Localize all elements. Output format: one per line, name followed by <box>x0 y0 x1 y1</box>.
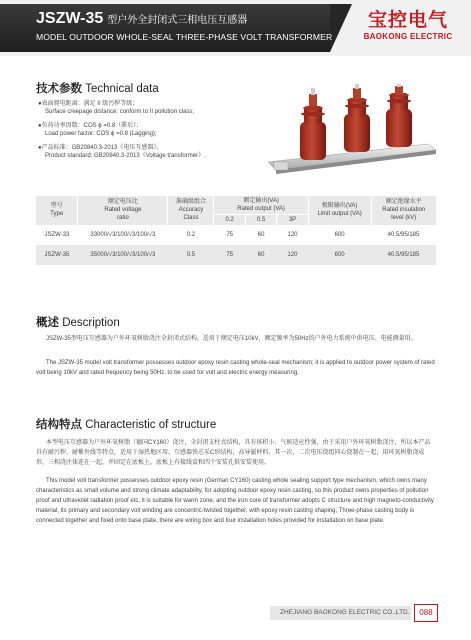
description-title-en: Description <box>62 317 120 329</box>
header-out-en: Rated output (VA) <box>237 206 285 212</box>
cell-type: JSZW-33 <box>44 232 70 239</box>
header-out-02: 0.2 <box>214 215 245 226</box>
product-image <box>260 84 440 184</box>
company-name: ZHEJIANG BAOKONG ELECTRIC CO.,LTD. <box>280 609 410 616</box>
structure-en: This model volt transformer possesses outdoor epoxy resin (German CY160) casting whole sealing support type mechanism, which owns many characteristics as small volume and strong climate adaptability, for adopting outdoor epoxy resin casting, so this product owns properties of pollution proof and ultraviolet radiation proof etc, it is suitable for warm zone, and the iron core of transformer adopts C structure and high magneto-conductivity material, its primary and secondary volt winding are concentric-twisted together, with epoxy resin casting shaping; Three-phase casting body is connected together and fixed onto base plate, there are wiring box and four installation holes provided for installation on base plate. <box>36 478 434 524</box>
bullet-cn: ●产品标准：GB20840.3-2013《电压互感器》。 <box>38 145 163 151</box>
cell-ratio: 35000/√3/100/√3/100/√3 <box>78 245 168 265</box>
header-type-cn: 型号 <box>50 203 63 210</box>
bullet-item <box>38 122 248 138</box>
cell-out-3p: 120 <box>277 245 308 265</box>
header-acc-en2: Class <box>183 215 199 222</box>
header-ins-cn: 额定绝缘水平 <box>385 199 422 206</box>
spec-table <box>36 196 436 265</box>
wiring-box <box>274 162 288 170</box>
table-row <box>36 245 436 265</box>
brand-name-en: BAOKONG ELECTRIC <box>363 32 453 41</box>
header-ins-en2: level (kV) <box>391 215 417 222</box>
cell-accuracy: 0.2 <box>186 232 196 239</box>
product-subtitle: MODEL OUTDOOR WHOLE-SEAL THREE-PHASE VOLT TRANSFORMER <box>36 32 333 42</box>
product-title-cn: 型户外全封闭式三相电压互感器 <box>107 15 248 26</box>
header-limit-cn: 极限输出(VA) <box>321 203 358 210</box>
bullet-item <box>38 100 248 116</box>
insulator-phase-b <box>344 84 370 152</box>
header-acc-en1: Accuracy <box>178 207 204 214</box>
cell-type: JSZW-35 <box>36 245 78 265</box>
insulator-phase-a <box>300 88 326 160</box>
bullet-cn: ●表面爬电距离：满足 II 级污秽等级； <box>38 101 139 107</box>
page-number: 088 <box>414 604 438 622</box>
bullet-en: Surface creepage distance: conform to II pollution class; <box>45 109 195 115</box>
description-section-title <box>36 314 120 330</box>
header-ratio-en2: ratio <box>117 215 129 222</box>
page-header <box>0 0 471 56</box>
header-acc-cn: 准确级组合 <box>175 199 206 206</box>
cell-out-02: 75 <box>226 232 234 238</box>
header-ratio-en1: Rated voltage <box>104 207 142 214</box>
cell-out-05: 60 <box>257 232 265 238</box>
tech-section-title <box>36 80 159 96</box>
header-out-3p: 3P <box>277 215 308 226</box>
header-insulation <box>371 196 436 225</box>
description-cn: JSZW-35型电压互感器为户外环氧树脂浇注全封闭式结构，适用于额定电压10kV，额定频率为50Hz的户外电力系统中供电压、电能测量用。 <box>46 336 417 342</box>
header-limit <box>308 196 371 225</box>
header-limit-en: Limit output (VA) <box>317 211 362 218</box>
header-ratio <box>78 196 168 225</box>
cell-ratio: 33000/√3/100/√3/100/√3 <box>90 232 156 239</box>
header-ins-en1: Rated insulation <box>382 207 426 214</box>
structure-title-en: Characteristic of structure <box>85 419 217 431</box>
header-rated-output <box>214 196 308 215</box>
bullet-cn: ●负荷功率因数：COS ϕ =0.8（滞后）； <box>38 123 143 129</box>
page-footer <box>0 602 471 624</box>
description-title-cn: 概述 <box>36 317 59 329</box>
insulator-phase-c <box>386 84 412 147</box>
structure-cn: 本型电压互感器为户外环氧树脂（德国CY160）浇注，全封闭支柱式结构，具有体积小、气候适应性强，由于采用户外环氧树脂浇注，所以本产品具有耐污秽、耐紫外线等特点，适用于湿热地区用。互感器铁芯采C形结构，高导磁材料，其一次、二次电压绕组同心绕制在一起，用环氧树脂浇成形，三相浇注体连在一起，并固定在底板上，底板上有接线盒和四个安装孔供安装使用。 <box>36 440 431 466</box>
cell-out-3p: 120 <box>287 232 298 238</box>
bullet-item <box>38 144 248 160</box>
bullet-en: Product standard: GB20840.3-2013《Voltage transformer》. <box>45 153 206 159</box>
header-ratio-cn: 额定电压比 <box>107 199 138 206</box>
description-en: The JSZW-35 model volt transformer possesses outdoor epoxy resin casting whole-seal mechanism; it is applied to outdoor power system of rated volt being 10kV and rated frequency being 50Hz, to be used for volt and electric energy measuring. <box>36 360 435 376</box>
brand-name-cn: 宝控电气 <box>367 10 448 31</box>
table-row <box>36 225 436 245</box>
cell-limit: 600 <box>334 232 345 239</box>
header-type <box>36 196 78 225</box>
structure-section-title <box>36 416 216 432</box>
cell-insulation: 40.5/95/185 <box>371 245 436 265</box>
brand-logo <box>358 10 458 41</box>
cell-insulation: 40.5/95/185 <box>387 232 420 239</box>
table-header-row <box>36 196 436 215</box>
header-out-05: 0.5 <box>245 215 276 226</box>
structure-title-cn: 结构特点 <box>36 419 82 431</box>
bullet-en: Load power factor: COS ϕ =0.8 (Lagging); <box>45 131 157 137</box>
cell-out-05: 60 <box>245 245 276 265</box>
cell-limit: 600 <box>308 245 371 265</box>
tech-bullet-list <box>38 100 248 166</box>
header-type-en: Type <box>50 211 64 218</box>
tech-title-cn: 技术参数 <box>36 83 82 95</box>
cell-out-02: 75 <box>214 245 245 265</box>
product-code: JSZW-35 <box>36 10 104 27</box>
header-out-cn: 额定输出(VA) <box>243 198 279 204</box>
cell-accuracy: 0.5 <box>168 245 214 265</box>
tech-title-en: Technical data <box>85 83 159 95</box>
product-title <box>36 10 247 28</box>
header-accuracy <box>168 196 214 225</box>
